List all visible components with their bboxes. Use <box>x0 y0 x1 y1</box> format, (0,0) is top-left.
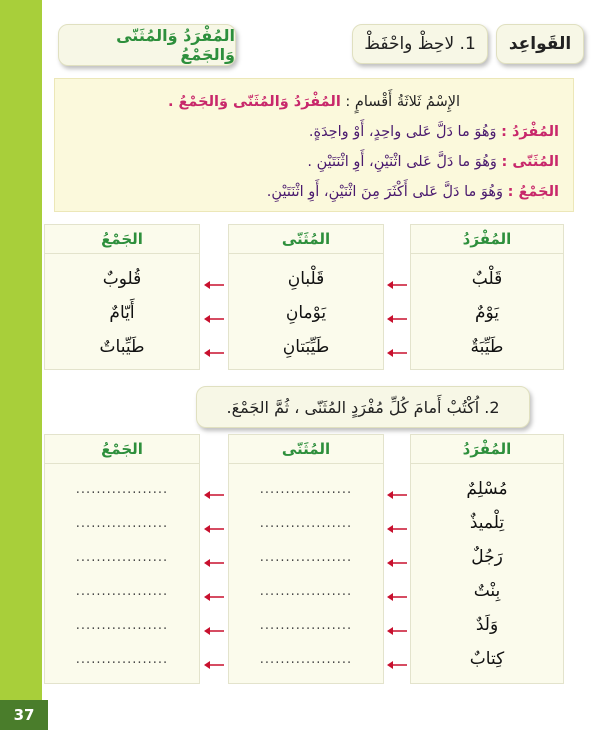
table2-cell: وَلَدٌ <box>475 615 499 635</box>
answer-blank[interactable]: .................. <box>259 583 353 599</box>
left-arrow-icon <box>386 658 408 672</box>
column-header-dual: المُثَنّى <box>229 435 383 464</box>
column-header-plural: الجَمْعُ <box>45 435 199 464</box>
answer-blank[interactable]: .................. <box>75 583 169 599</box>
table2-cell: مُسْلِمٌ <box>466 479 508 499</box>
rule-definition: وَهُوَ ما دَلَّ عَلى واحِدٍ، أَوْ واحِدَةٍ. <box>308 124 497 140</box>
left-arrow-icon <box>386 556 408 570</box>
left-arrow-icon <box>203 522 225 536</box>
answer-blank[interactable]: .................. <box>75 651 169 667</box>
left-arrow-icon <box>203 488 225 502</box>
table1-plural-column <box>44 224 200 370</box>
left-arrow-icon <box>203 590 225 604</box>
lesson-title: المُفْرَدُ وَالمُثَنّى وَالجَمْعُ <box>58 24 236 66</box>
left-arrow-icon <box>386 346 408 360</box>
left-arrow-icon <box>203 278 225 292</box>
left-arrow-icon <box>386 522 408 536</box>
table1-cell: طَيِّبَةٌ <box>470 337 504 357</box>
rule-dual <box>69 147 559 177</box>
left-arrow-icon <box>203 312 225 326</box>
answer-blank[interactable]: .................. <box>75 515 169 531</box>
rule-plural <box>69 177 559 207</box>
rule-term: المُثَنّى : <box>501 154 559 170</box>
answer-blank[interactable]: .................. <box>75 617 169 633</box>
rule-term: الجَمْعُ : <box>507 184 559 200</box>
left-arrow-icon <box>203 556 225 570</box>
rule-term: المُفْرَدُ : <box>501 124 559 140</box>
left-arrow-icon <box>203 624 225 638</box>
answer-blank[interactable]: .................. <box>259 481 353 497</box>
table1-cell: يَوْمٌ <box>474 303 500 323</box>
rule-singular <box>69 117 559 147</box>
rules-label: القَواعِد <box>496 24 584 64</box>
table1-cell: طَيِّبَتانِ <box>282 337 330 357</box>
rules-box <box>54 78 574 212</box>
answer-blank[interactable]: .................. <box>75 549 169 565</box>
left-arrow-icon <box>386 624 408 638</box>
table1-cell: يَوْمانِ <box>285 303 327 323</box>
answer-blank[interactable]: .................. <box>259 549 353 565</box>
table2-plural-column <box>44 434 200 684</box>
left-arrow-icon <box>386 278 408 292</box>
column-header-singular: المُفْرَدُ <box>411 435 563 464</box>
intro-highlight: المُفْرَدُ وَالمُثَنّى وَالجَمْعُ . <box>167 94 341 110</box>
exercise2-instruction: 2. اُكْتُبْ أَمامَ كُلِّ مُفْرَدٍ المُثَنّى ، ثُمَّ الجَمْعَ. <box>196 386 530 428</box>
table2-cell: تِلْميذٌ <box>469 513 505 533</box>
observe-label: 1. لاحِظْ واحْفَظْ <box>352 24 488 64</box>
rule-definition: وَهُوَ ما دَلَّ عَلى أَكْثَرَ مِنَ اثْنَيْنِ، أَوِ اثْنَتَيْنِ. <box>266 184 504 200</box>
answer-blank[interactable]: .................. <box>259 617 353 633</box>
table2-cell: بِنْتٌ <box>473 581 501 601</box>
left-arrow-icon <box>386 590 408 604</box>
table1-cell: قَلْبٌ <box>471 269 503 289</box>
table1-cell: قَلْبانِ <box>287 269 325 289</box>
table1-dual-column <box>228 224 384 370</box>
left-arrow-icon <box>386 312 408 326</box>
column-header-singular: المُفْرَدُ <box>411 225 563 254</box>
side-bar <box>0 0 42 700</box>
rule-definition: وَهُوَ ما دَلَّ عَلى اثْنَيْنِ، أَوِ اثْنَتَيْنِ . <box>307 154 497 170</box>
column-header-plural: الجَمْعُ <box>45 225 199 254</box>
table1-cell: قُلوبٌ <box>102 269 142 289</box>
table1-singular-column <box>410 224 564 370</box>
left-arrow-icon <box>203 346 225 360</box>
page-number: 37 <box>0 700 48 730</box>
table2-dual-column <box>228 434 384 684</box>
table1-cell: أَيّامٌ <box>109 303 135 323</box>
rules-intro <box>69 87 559 117</box>
answer-blank[interactable]: .................. <box>75 481 169 497</box>
column-header-dual: المُثَنّى <box>229 225 383 254</box>
table1-cell: طَيِّباتٌ <box>99 337 145 357</box>
left-arrow-icon <box>203 658 225 672</box>
answer-blank[interactable]: .................. <box>259 515 353 531</box>
answer-blank[interactable]: .................. <box>259 651 353 667</box>
intro-prefix: الإِسْمُ ثَلاثَةُ أَقْسامٍ : <box>345 94 461 110</box>
left-arrow-icon <box>386 488 408 502</box>
table2-singular-column <box>410 434 564 684</box>
table2-cell: كِتابٌ <box>469 649 505 669</box>
table2-cell: رَجُلٌ <box>471 547 503 567</box>
